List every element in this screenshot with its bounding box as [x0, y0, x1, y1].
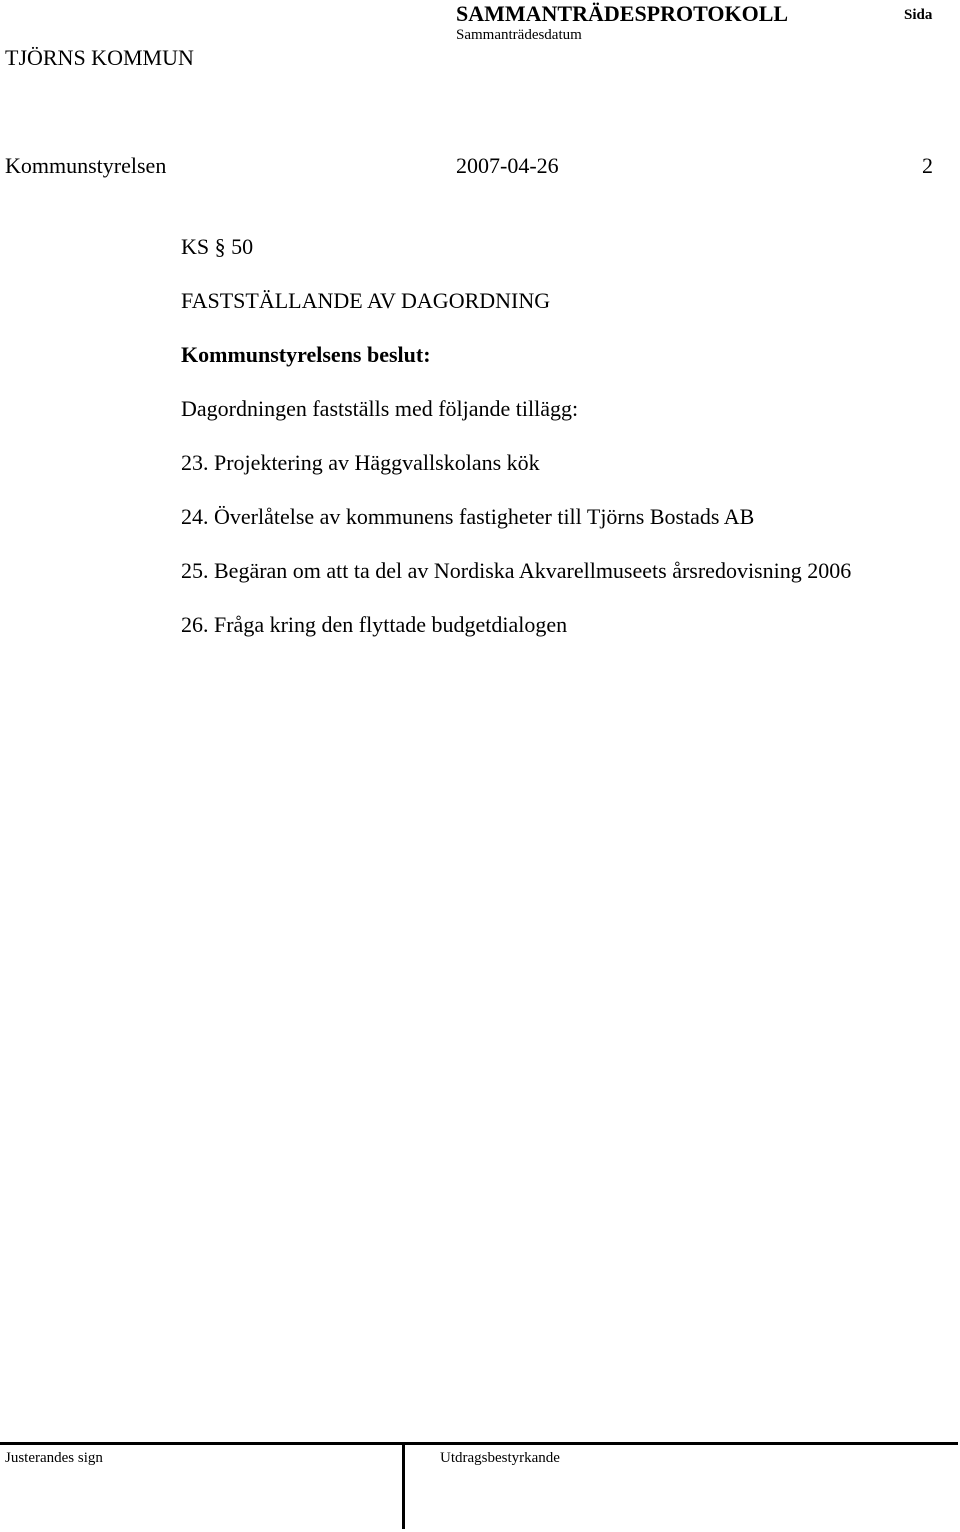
agenda-item: 25. Begäran om att ta del av Nordiska Akvarellmuseets årsredovisning 2006 [181, 558, 852, 583]
meeting-date: 2007-04-26 [456, 153, 559, 178]
section-reference: KS § 50 [181, 234, 254, 259]
page-number: 2 [922, 153, 933, 178]
agenda-item: 23. Projektering av Häggvallskolans kök [181, 450, 540, 475]
section-heading: FASTSTÄLLANDE AV DAGORDNING [181, 288, 551, 313]
agenda-item: 24. Överlåtelse av kommunens fastigheter till Tjörns Bostads AB [181, 504, 755, 529]
meeting-body: Kommunstyrelsen [5, 153, 167, 178]
footer-divider [0, 1442, 958, 1445]
footer-certification-label: Utdragsbestyrkande [440, 1450, 560, 1466]
protocol-title: SAMMANTRÄDESPROTOKOLL [456, 1, 789, 26]
footer-vertical-divider [402, 1445, 405, 1529]
meeting-date-label: Sammanträdesdatum [456, 27, 582, 43]
decision-intro: Dagordningen fastställs med följande tillägg: [181, 396, 579, 421]
page-label: Sida [904, 7, 933, 23]
decision-label: Kommunstyrelsens beslut: [181, 342, 431, 367]
footer-signature-label: Justerandes sign [5, 1450, 103, 1466]
organization-name: TJÖRNS KOMMUN [5, 45, 194, 70]
agenda-item: 26. Fråga kring den flyttade budgetdialogen [181, 612, 568, 637]
